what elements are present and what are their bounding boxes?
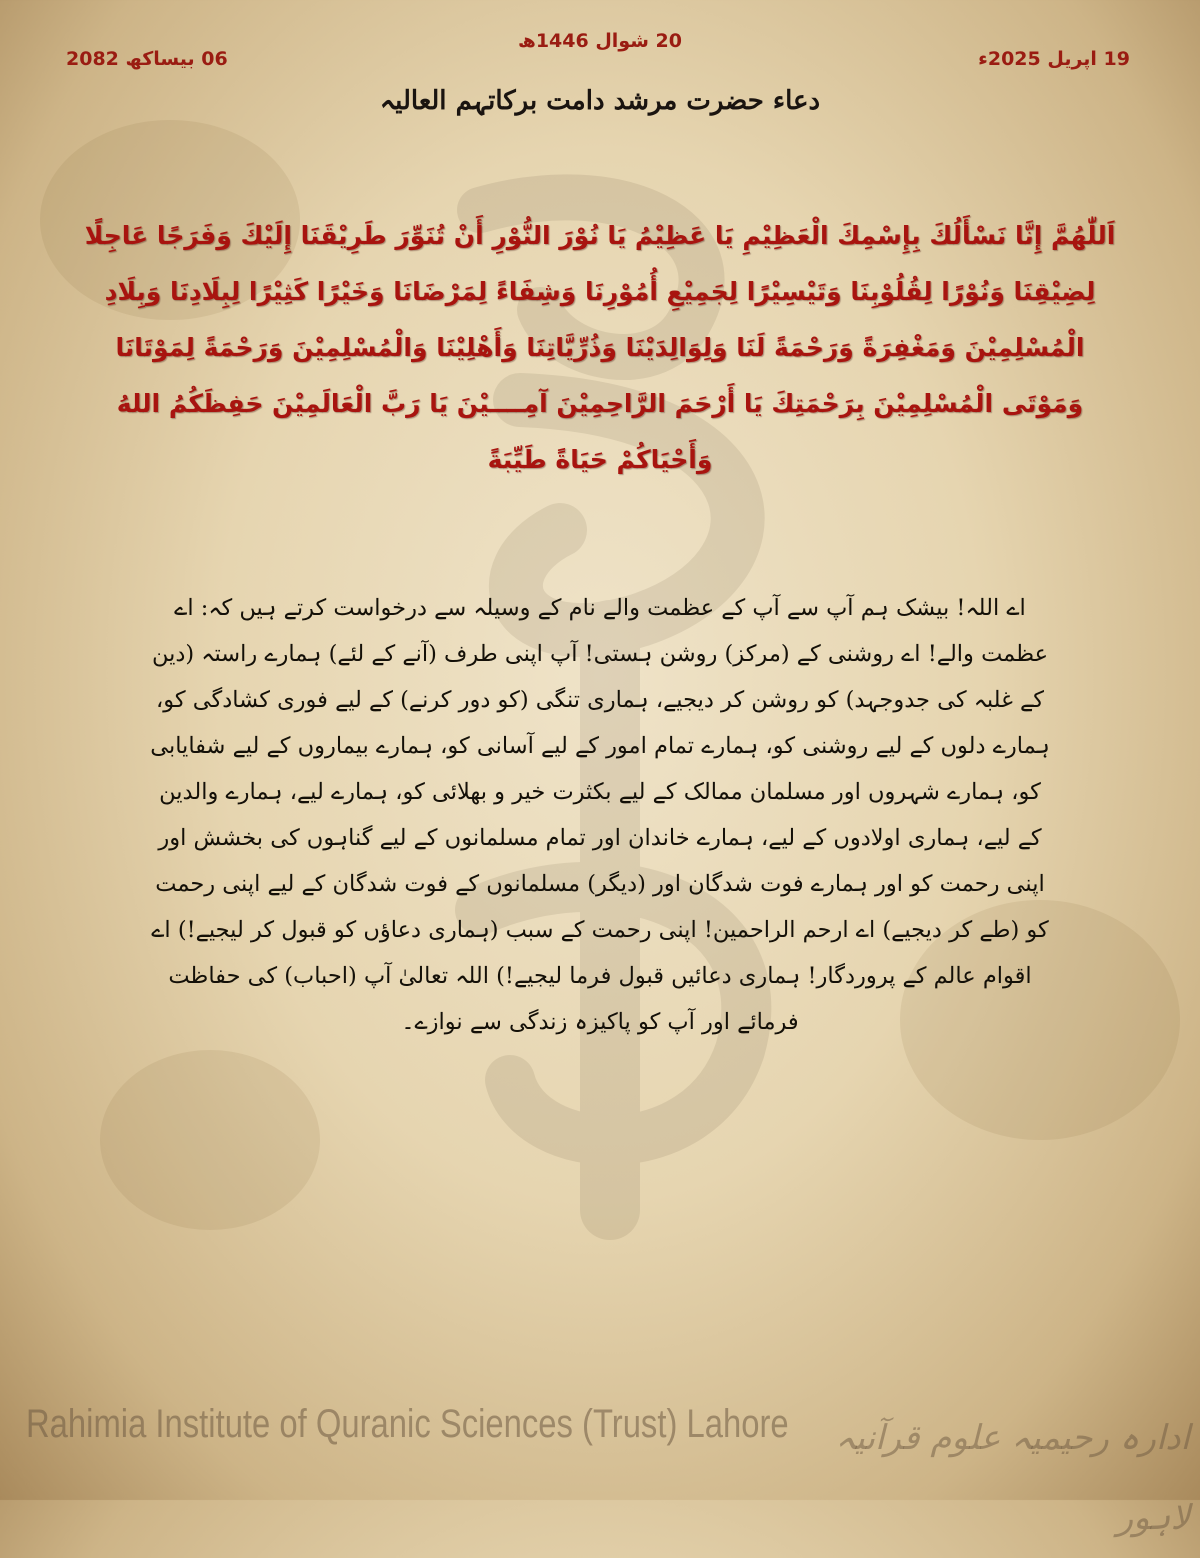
- page-title: دعاء حضرت مرشد دامت برکاتہم العالیہ: [379, 86, 821, 116]
- institute-logo-urdu: ادارہ رحیمیہ علوم قرآنیہ لاہور: [835, 1418, 1190, 1538]
- institute-name-english: Rahimia Institute of Quranic Sciences (Trust) Lahore: [26, 1402, 789, 1446]
- date-gregorian: 19 اپریل 2025ء: [978, 48, 1130, 70]
- date-hijri: 20 شوال 1446ھ: [518, 30, 682, 52]
- date-bikrami: 06 بیساکھ 2082: [66, 48, 228, 70]
- urdu-translation-text: اے اللہ! بیشک ہم آپ سے آپ کے عظمت والے نام کے وسیلہ سے درخواست کرتے ہیں کہ: اے عظمت والے! اے روشنی کے (مرکز) روشن ہستی! آپ اپنی طرف (آنے کے لئے) ہمارے راستہ (دین کے غلبہ کی جدوجہد) کو روشن کر دیجیے، ہماری تنگی (کو دور کرنے) کے لیے فوری کشادگی کو، ہمارے دلوں کے لیے روشنی کو، ہمارے تمام امور کے لیے آسانی کو، ہمارے بیماروں کے لیے شفایابی کو، ہمارے شہروں اور مسلمان ممالک کے لیے بکثرت خیر و بھلائی کو، ہمارے لیے، ہمارے والدین کے لیے، ہماری اولادوں کے لیے، ہمارے خاندان اور تمام مسلمانوں کے لیے گناہوں کی بخشش اور اپنی رحمت کو اور ہمارے فوت شدگان اور (دیگر) مسلمانوں کے فوت شدگان کے لیے اپنی رحمت کو (طے کر دیجیے) اے ارحم الراحمین! اپنی رحمت کے سبب (ہماری دعاؤں کو قبول کر لیجیے!) اے اقوام عالم کے پروردگار! ہماری دعائیں قبول فرما لیجیے!) اللہ تعالیٰ آپ (احباب) کی حفاظت فرمائے اور آپ کو پاکیزہ زندگی سے نوازے۔: [150, 595, 1050, 1035]
- paper-stain: [100, 1050, 320, 1230]
- arabic-dua-text: اَللّٰهُمَّ إِنَّا نَسْأَلُكَ بِإِسْمِكَ الْعَظِيْمِ يَا عَظِيْمُ يَا نُوْرَ النُّوْرِ أَنْ تُنَوِّرَ طَرِيْقَنَا إِلَيْكَ وَفَرَجًا عَاجِلًا لِضِيْقِنَا وَنُوْرًا لِقُلُوْبِنَا وَتَيْسِيْرًا لِجَمِيْعِ أُمُوْرِنَا وَشِفَاءً لِمَرْضَانَا وَخَيْرًا كَثِيْرًا لِبِلَادِنَا وَبِلَادِ الْمُسْلِمِيْنَ وَمَغْفِرَةً وَرَحْمَةً لَنَا وَلِوَالِدَيْنَا وَذُرِّيَّاتِنَا وَأَهْلِيْنَا وَالْمُسْلِمِيْنَ وَرَحْمَةً لِمَوْتَانَا وَمَوْتَى الْمُسْلِمِيْنَ بِرَحْمَتِكَ يَا أَرْحَمَ الرَّاحِمِيْنَ آمِــــيْنَ يَا رَبَّ الْعَالَمِيْنَ حَفِظَكُمُ اللهُ وَأَحْيَاكُمْ حَيَاةً طَيِّبَةً: [84, 221, 1116, 474]
